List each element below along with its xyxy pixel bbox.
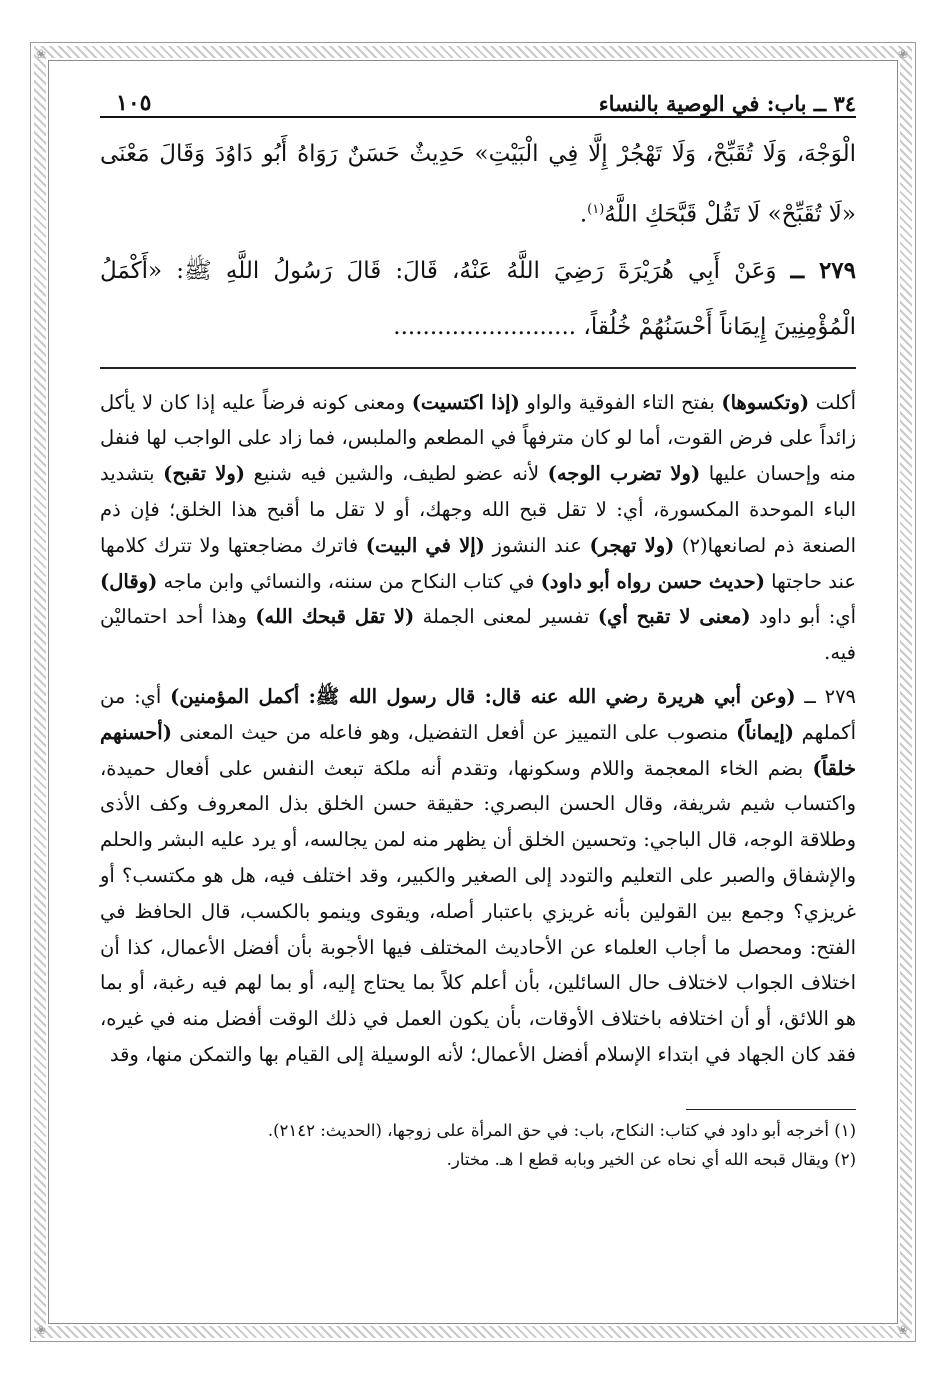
hadith-279-text: وَعَنْ أَبِي هُرَيْرَةَ رَضِيَ اللَّهُ عَنْهُ، قَالَ: قَالَ رَسُولُ اللَّهِ ﷺ: «أَكْمَلُ الْمُؤْمِنِينَ إِيمَاناً أَحْسَنُهُمْ خُلُقاً، <box>100 257 856 340</box>
commentary-run: (وعن أبي هريرة رضي الله عنه قال: قال رسول الله ﷺ: أكمل المؤمنين) <box>170 685 796 709</box>
page-number: ١٠٥ <box>116 90 152 116</box>
footnote-divider <box>686 1109 856 1110</box>
commentary-run: (معنى لا تقبح أي) <box>597 605 751 629</box>
commentary-run: (إذا اكتسيت) <box>411 390 520 414</box>
commentary-run: فاترك مضاجعتها ولا تترك كلامها عند حاجتها <box>100 533 856 593</box>
corner-ornament-bottom-right: ❀ <box>898 1323 909 1337</box>
commentary-run: (أحسنهم خلقاً) <box>100 720 856 780</box>
corner-ornament-top-left: ❀ <box>36 47 47 61</box>
hadith-279-ellipsis: ......................... <box>393 313 577 340</box>
commentary-run: بتشديد الباء الموحدة المكسورة، أي: لا تقل قبح الله وجهك، أو لا تقل ما أقبح هذا الخلق؛ فإن ذم الصنعة ذم لصانعها <box>100 462 857 557</box>
chapter-title: ٣٤ ــ باب: في الوصية بالنساء <box>598 91 856 116</box>
footnote-2: (٢) ويقال قبحه الله أي نحاه عن الخير وبابه قطع ا هـ. مختار. <box>446 1149 856 1169</box>
hadith-text-block <box>100 126 856 243</box>
commentary-run: منصوب على التمييز عن أفعل التفضيل، وهو فاعله من حيث المعنى <box>171 720 737 744</box>
hadith-278-end: . <box>579 201 588 228</box>
commentary-run: (إلا في البيت) <box>365 533 485 557</box>
commentary-run: أي: من أكملهم <box>100 685 856 744</box>
commentary-run: بفتح التاء الفوقية والواو <box>519 390 722 414</box>
corner-ornament-bottom-left: ❀ <box>36 1323 47 1337</box>
commentary-paragraph-279 <box>100 679 856 1073</box>
hadith-278-continuation: الْوَجْهَ، وَلَا تُقَبِّحْ، وَلَا تَهْجُرْ إِلَّا فِي الْبَيْتِ» حَدِيثٌ حَسَنٌ رَوَاهُ أَبُو دَاوُدَ وَقَالَ مَعْنَى «لَا تُقَبِّحْ» لَا تَقُلْ قَبَّحَكِ اللَّهُ <box>100 141 856 228</box>
commentary-run: (وتكسوها) <box>721 390 810 414</box>
text-commentary-divider <box>100 367 856 369</box>
hadith-number-279: ٢٧٩ ــ <box>790 256 857 284</box>
commentary-run: (ولا تهجر) <box>589 533 675 557</box>
commentary-run: (ولا تضرب الوجه) <box>547 462 701 486</box>
footnote-1: (١) أخرجه أبو داود في كتاب: النكاح، باب: في حق المرأة على زوجها، (الحديث: ٢١٤٢). <box>267 1120 856 1140</box>
commentary-run: (لا تقل قبحك الله) <box>255 605 415 629</box>
commentary-run: (إيماناً) <box>736 720 795 744</box>
commentary-run <box>674 534 682 557</box>
commentary-paragraph-278 <box>100 385 856 671</box>
commentary-run: عند النشوز <box>484 533 590 557</box>
commentary-run: وهذا أحد احتماليْن فيه. <box>100 605 856 665</box>
commentary-run: أكلت <box>809 390 856 414</box>
commentary-run: (وقال) <box>100 569 158 593</box>
commentary-run: تفسير لمعنى الجملة <box>414 605 598 629</box>
commentary-run: ومعنى كونه فرضاً عليه إذا كان لا يأكل زائداً على فرض القوت، أما لو كان مترفهاً في المطعم والملبس، فما زاد على الواجب لها فنفل منه وإحسان عليها <box>100 390 856 486</box>
commentary-run: (٢) <box>681 533 708 557</box>
commentary-run: أي: أبو داود <box>750 605 857 629</box>
commentary-run: (حديث حسن رواه أبو داود) <box>540 569 765 593</box>
commentary-run: بضم الخاء المعجمة واللام وسكونها، وتقدم أنه ملكة تبعث النفس على أفعال حميدة، واكتساب شيم شريفة، وقال الحسن البصري: حقيقة حسن الخلق بذل المعروف وكف الأذى وطلاقة الوجه، قال الباجي: وتحسين الخلق أن يظهر منه لمن يجالسه، أو يرد عليه البشر والحلم والإشفاق والصبر على التعليم والتودد إلى الصغير والكبير، وقد اختلف فيه، هل هو مكتسب؟ أو غريزي؟ وجمع بين القولين بأنه غريزي باعتبار أصله، ويقوى وينمو بالكسب، قال الحافظ في الفتح: ومحصل ما أجاب العلماء عن الأحاديث المختلف فيها الأجوبة بأن أفضل الأعمال، كذا أن اختلاف الجواب لاختلاف حال السائلين، بأن أعلم كلاً بما يحتاج إليه، أو بما لهم فيه رغبة، أو بما هو اللائق، أو أن اختلافه باختلاف الأوقات، بأن يكون العمل في ذلك الوقت أفضل منه في غيره، فقد كان الجهاد في ابتداء الإسلام أفضل الأعمال؛ لأنه الوسيلة إلى القيام بها والتمكن منها، وقد <box>100 756 856 1066</box>
page-content <box>100 82 856 1312</box>
commentary-run: ٢٧٩ ــ <box>795 685 857 709</box>
corner-ornament-top-right: ❀ <box>898 47 909 61</box>
running-header <box>100 82 856 118</box>
commentary-run: (ولا تقبح) <box>163 462 245 486</box>
hadith-279-block <box>100 243 856 355</box>
footnote-marker-1: (١) <box>587 202 605 217</box>
commentary-run: في كتاب النكاح من سننه، والنسائي وابن ماجه <box>157 569 541 593</box>
commentary-run: لأنه عضو لطيف، والشين فيه شنيع <box>245 462 548 486</box>
